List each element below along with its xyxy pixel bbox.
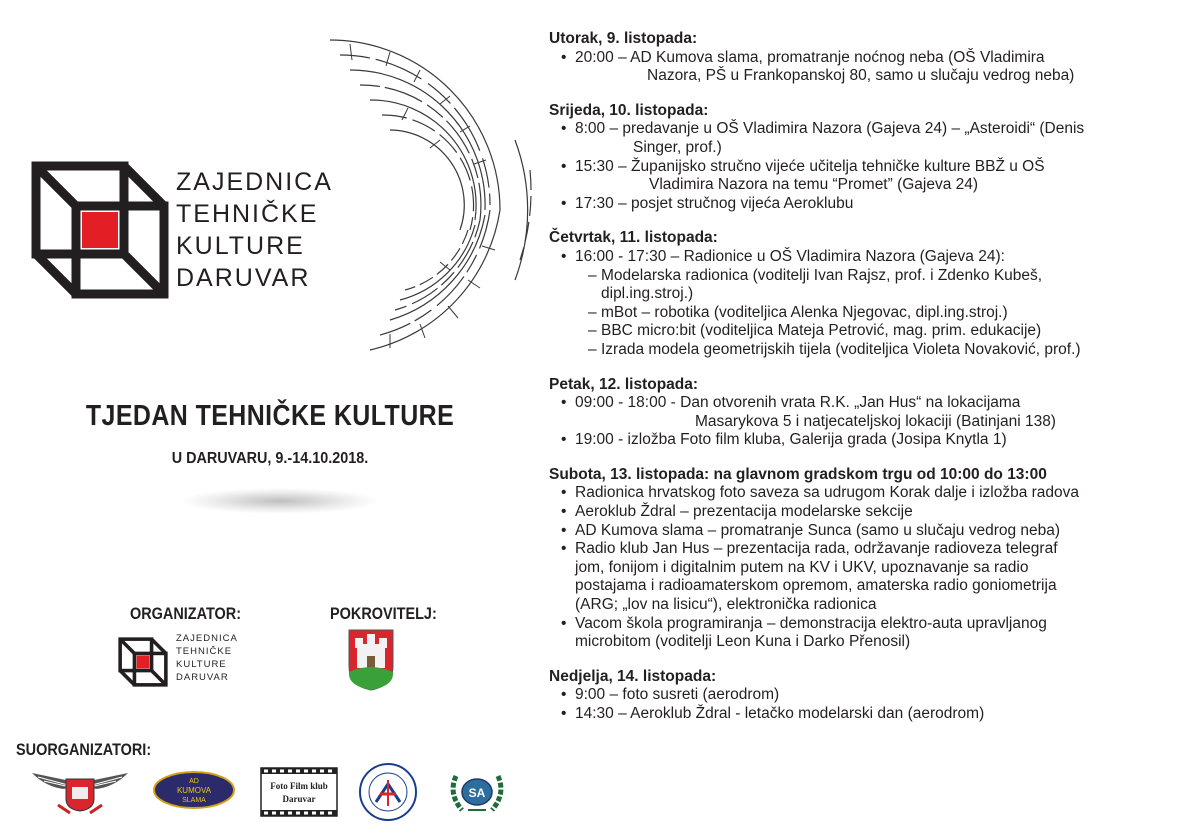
logo-line: ZAJEDNICA	[176, 633, 238, 644]
list-item	[549, 248, 1179, 267]
logo-line: KULTURE	[176, 232, 305, 260]
foto-logo-text: Daruvar	[282, 794, 316, 804]
event-list	[549, 484, 1179, 651]
kumova-logo-text: AD	[189, 778, 199, 785]
day-section	[549, 30, 1179, 86]
day-heading: Srijeda, 10. listopada:	[549, 101, 709, 119]
logo-line: TEHNIČKE	[176, 200, 319, 228]
logo-line: ZAJEDNICA	[176, 168, 333, 196]
item-text: • 9:00 – foto susreti (aerodrom)	[575, 686, 780, 704]
item-text: • Radionica hrvatskog foto saveza sa udrugom Korak dalje i izložba radova	[575, 484, 1080, 502]
item-text: Masarykova 5 i natjecateljskoj lokaciji (Batinjani 138)	[695, 412, 1056, 430]
sa-logo	[446, 768, 508, 816]
day-section	[549, 668, 1179, 724]
kumova-logo-text: SLAMA	[182, 797, 206, 804]
day-section	[549, 466, 1179, 652]
svg-text:SA: SA	[468, 786, 486, 800]
event-list	[549, 120, 1179, 213]
item-text: • 16:00 - 17:30 – Radionice u OŠ Vladimira Nazora (Gajeva 24):	[575, 247, 1005, 265]
list-item	[549, 158, 1179, 195]
item-text: • 20:00 – AD Kumova slama, promatranje noćnog neba (OŠ Vladimira	[575, 48, 1045, 66]
small-cube-logo-icon	[118, 637, 168, 687]
list-item	[549, 195, 1179, 214]
item-text: (ARG; „lov na lisicu“), elektronička radionica	[575, 596, 877, 614]
day-section	[549, 376, 1179, 450]
list-item	[549, 615, 1179, 652]
logo-line: KULTURE	[176, 659, 227, 670]
event-title: TJEDAN TEHNIČKE KULTURE	[85, 400, 455, 432]
list-item	[549, 522, 1179, 541]
list-item	[549, 705, 1179, 724]
item-text: • Radio klub Jan Hus – prezentacija rada, održavanje radioveza telegraf	[575, 540, 1058, 558]
logo-line: DARUVAR	[176, 672, 229, 683]
day-section	[549, 102, 1179, 214]
organization-logo-text	[176, 166, 333, 294]
list-item	[549, 49, 1179, 86]
city-coat-of-arms-icon	[347, 628, 395, 692]
list-item	[549, 394, 1179, 431]
logo-line: DARUVAR	[176, 264, 311, 292]
item-text: microbitom (voditelji Leon Kuna i Darko Přenosil)	[575, 633, 911, 651]
laurel-emblem-icon	[446, 768, 508, 816]
cube-logo-icon	[30, 160, 170, 300]
item-text: jom, fonijom i digitalnim putem na KV i UKV, upoznavanje sa radio	[575, 558, 1029, 576]
coorganizers-label: SUORGANIZATORI:	[16, 740, 152, 759]
day-heading: Petak, 12. listopada:	[549, 375, 699, 393]
list-item	[549, 503, 1179, 522]
left-panel	[0, 0, 530, 838]
logo-line: TEHNIČKE	[176, 646, 233, 657]
item-text: • 09:00 - 18:00 - Dan otvorenih vrata R.K. „Jan Hus“ na lokacijama	[575, 394, 1021, 412]
day-heading: Četvrtak, 11. listopada:	[549, 229, 718, 247]
organizer-label: ORGANIZATOR:	[130, 604, 242, 623]
organizer-logo-text	[176, 632, 238, 684]
item-text: • 15:30 – Županijsko stručno vijeće učitelja tehničke kulture BBŽ u OŠ	[575, 157, 1045, 175]
item-text: • 19:00 - izložba Foto film kluba, Galerija grada (Josipa Knytla 1)	[575, 431, 1007, 449]
aeroklub-logo	[28, 765, 132, 815]
day-section	[549, 229, 1179, 359]
item-text: – Modelarska radionica (voditelji Ivan Rajsz, prof. i Zdenko Kubeš,	[601, 266, 1043, 284]
kumova-slama-badge-icon	[152, 770, 236, 810]
sub-list-item	[549, 322, 1179, 341]
radio-klub-emblem-icon	[358, 762, 418, 822]
item-text: Nazora, PŠ u Frankopanskoj 80, samo u slučaju vedrog neba)	[647, 67, 1075, 85]
foto-logo-text: Foto Film klub	[270, 781, 328, 791]
item-text: dipl.ing.stroj.)	[601, 285, 694, 303]
item-text: – Izrada modela geometrijskih tijela (voditeljica Violeta Novaković, prof.)	[601, 340, 1081, 358]
schedule-panel	[549, 30, 1179, 740]
day-heading: Subota, 13. listopada: na glavnom gradskom trgu od 10:00 do 13:00	[549, 465, 1047, 483]
sub-list-item	[549, 267, 1179, 304]
item-text: • AD Kumova slama – promatranje Sunca (samo u slučaju vedrog neba)	[575, 521, 1061, 539]
decorative-shadow	[180, 488, 380, 514]
item-text: • Aeroklub Ždral – prezentacija modelarske sekcije	[575, 503, 913, 521]
item-text: Singer, prof.)	[633, 138, 722, 156]
sub-list-item	[549, 341, 1179, 360]
event-list	[549, 394, 1179, 450]
day-heading: Nedjelja, 14. listopada:	[549, 667, 717, 685]
foto-film-klub-logo	[260, 767, 338, 817]
list-item	[549, 431, 1179, 450]
item-text: postajama i radioamaterskom opremom, amaterska radio goniometrija	[575, 577, 1057, 595]
item-text: • 14:30 – Aeroklub Ždral - letačko modelarski dan (aerodrom)	[575, 705, 985, 722]
item-text: • 17:30 – posjet stručnog vijeća Aeroklubu	[575, 194, 854, 212]
sponsor-label: POKROVITELJ:	[330, 604, 437, 623]
sub-list-item	[549, 304, 1179, 323]
item-text: Vladimira Nazora na temu “Promet” (Gajeva 24)	[649, 176, 979, 194]
kumova-slama-logo	[152, 770, 236, 810]
event-list	[549, 686, 1179, 723]
list-item	[549, 484, 1179, 503]
kumova-logo-text: KUMOVA	[176, 786, 212, 795]
item-text: – mBot – robotika (voditeljica Alenka Njegovac, dipl.ing.stroj.)	[601, 303, 1008, 321]
event-list	[549, 248, 1179, 360]
list-item	[549, 686, 1179, 705]
day-heading: Utorak, 9. listopada:	[549, 30, 698, 47]
item-text: • 8:00 – predavanje u OŠ Vladimira Nazora (Gajeva 24) – „Asteroidi“ (Denis	[575, 120, 1085, 138]
event-subtitle: U DARUVARU, 9.-14.10.2018.	[171, 450, 369, 467]
event-list	[549, 49, 1179, 86]
wings-logo-icon	[28, 765, 132, 815]
item-text: – BBC micro:bit (voditeljica Mateja Petrović, mag. prim. edukacije)	[601, 322, 1042, 340]
item-text: • Vacom škola programiranja – demonstracija elektro-auta upravljanog	[575, 614, 1047, 632]
list-item	[549, 120, 1179, 157]
radio-klub-logo	[358, 762, 418, 822]
film-strip-icon	[260, 767, 338, 817]
list-item	[549, 540, 1179, 614]
